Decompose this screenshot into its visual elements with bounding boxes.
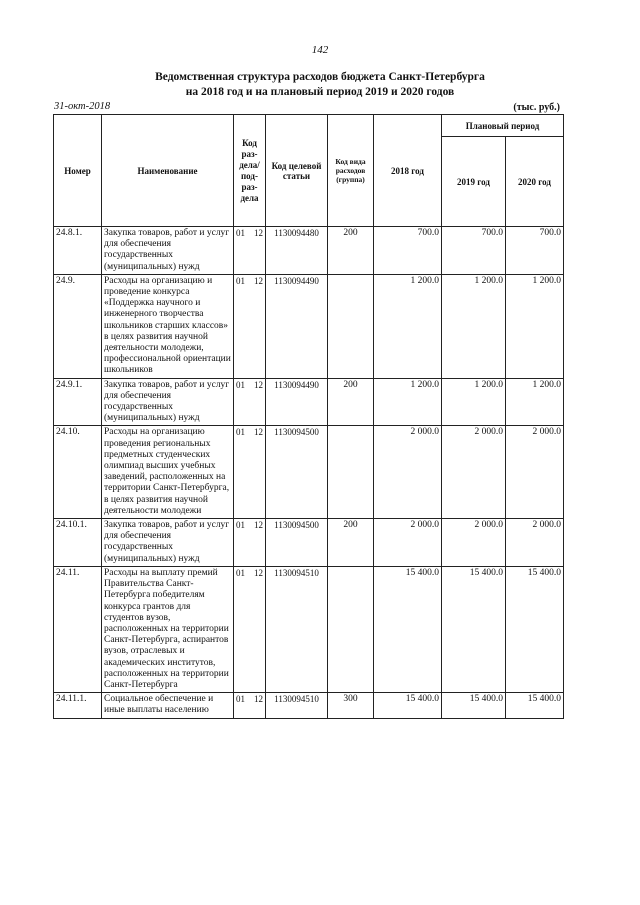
row-target-code: 1130094510 xyxy=(266,566,328,692)
row-target-code: 1130094500 xyxy=(266,426,328,519)
row-2019: 1 200.0 xyxy=(442,378,506,426)
row-2018: 2 000.0 xyxy=(374,519,442,567)
row-name: Расходы на выплату премий Правительства Санкт-Петербурга победителям конкурса грантов для студентов вузов, расположенных на территории Санкт-Петербурга, аспирантов вузов, отраслевых и академических институтов, расположенных на территории Санкт-Петербурга xyxy=(102,566,234,692)
header-planned-period: Плановый период xyxy=(442,115,564,137)
row-subsection: 12 xyxy=(254,379,263,390)
table-row xyxy=(54,566,564,692)
row-subsection: 12 xyxy=(254,228,263,238)
table-row xyxy=(54,426,564,519)
row-2020: 2 000.0 xyxy=(506,519,564,567)
table-body xyxy=(54,227,564,719)
document-title xyxy=(0,70,640,100)
row-section: 01 xyxy=(236,275,245,286)
header-2020: 2020 год xyxy=(506,137,564,227)
row-name: Закупка товаров, работ и услуг для обеспечения государственных (муниципальных) нужд xyxy=(102,227,234,275)
row-2019: 2 000.0 xyxy=(442,519,506,567)
title-line-1: Ведомственная структура расходов бюджета Санкт-Петербурга xyxy=(155,71,485,83)
row-expense-type xyxy=(328,426,374,519)
row-2018: 700.0 xyxy=(374,227,442,275)
row-section-code xyxy=(234,566,266,692)
row-target-code: 1130094490 xyxy=(266,378,328,426)
table-row xyxy=(54,519,564,567)
row-2020: 1 200.0 xyxy=(506,378,564,426)
row-expense-type: 200 xyxy=(328,519,374,567)
row-expense-type xyxy=(328,274,374,378)
row-section-code xyxy=(234,274,266,378)
header-2019: 2019 год xyxy=(442,137,506,227)
row-expense-type: 200 xyxy=(328,227,374,275)
table-row xyxy=(54,378,564,426)
row-2019: 15 400.0 xyxy=(442,693,506,718)
row-2018: 15 400.0 xyxy=(374,566,442,692)
row-2020: 15 400.0 xyxy=(506,693,564,718)
row-2020: 2 000.0 xyxy=(506,426,564,519)
table-row xyxy=(54,227,564,275)
row-2020: 15 400.0 xyxy=(506,566,564,692)
row-section: 01 xyxy=(236,427,245,438)
row-subsection: 12 xyxy=(254,275,263,286)
row-target-code: 1130094490 xyxy=(266,274,328,378)
header-section-code: Код раз-дела/ под-раз-дела xyxy=(234,115,266,227)
row-number: 24.9.1. xyxy=(54,378,102,426)
report-date: 31-окт-2018 xyxy=(54,101,111,112)
row-target-code: 1130094510 xyxy=(266,693,328,718)
row-section-code xyxy=(234,378,266,426)
header-name: Наименование xyxy=(102,115,234,227)
budget-table xyxy=(53,114,564,719)
row-2019: 2 000.0 xyxy=(442,426,506,519)
row-name: Расходы на организацию проведения региональных предметных студенческих олимпиад высших учебных заведений, расположенных на территории Санкт-Петербурга, в целях развития научной деятельности молодежи xyxy=(102,426,234,519)
row-section: 01 xyxy=(236,520,245,531)
row-2018: 15 400.0 xyxy=(374,693,442,718)
row-2018: 1 200.0 xyxy=(374,378,442,426)
row-expense-type: 300 xyxy=(328,693,374,718)
row-2020: 1 200.0 xyxy=(506,274,564,378)
row-number: 24.8.1. xyxy=(54,227,102,275)
header-expense-type-code: Код вида расходов (группа) xyxy=(328,115,374,227)
row-2019: 1 200.0 xyxy=(442,274,506,378)
row-name: Расходы на организацию и проведение конкурса «Поддержка научного и инженерного творчества школьников старших классов» в целях развития научной деятельности молодежи, профессиональной ориентации школьников xyxy=(102,274,234,378)
row-subsection: 12 xyxy=(254,567,263,578)
page-number: 142 xyxy=(311,44,329,56)
row-2019: 700.0 xyxy=(442,227,506,275)
row-subsection: 12 xyxy=(254,520,263,531)
row-section-code xyxy=(234,227,266,275)
row-2019: 15 400.0 xyxy=(442,566,506,692)
row-number: 24.11. xyxy=(54,566,102,692)
table-row xyxy=(54,274,564,378)
row-section: 01 xyxy=(236,379,245,390)
row-expense-type xyxy=(328,566,374,692)
units-label: (тыс. руб.) xyxy=(513,102,560,113)
row-target-code: 1130094500 xyxy=(266,519,328,567)
header-number: Номер xyxy=(54,115,102,227)
table-row xyxy=(54,693,564,718)
row-section-code xyxy=(234,519,266,567)
row-number: 24.10.1. xyxy=(54,519,102,567)
row-name: Социальное обеспечение и иные выплаты населению xyxy=(102,693,234,718)
row-section: 01 xyxy=(236,694,245,705)
row-section: 01 xyxy=(236,228,245,238)
header-target-code: Код целевой статьи xyxy=(266,115,328,227)
row-number: 24.9. xyxy=(54,274,102,378)
row-2018: 2 000.0 xyxy=(374,426,442,519)
row-2020: 700.0 xyxy=(506,227,564,275)
row-section-code xyxy=(234,426,266,519)
header-2018: 2018 год xyxy=(374,115,442,227)
row-subsection: 12 xyxy=(254,427,263,438)
row-expense-type: 200 xyxy=(328,378,374,426)
row-2018: 1 200.0 xyxy=(374,274,442,378)
row-subsection: 12 xyxy=(254,694,263,705)
row-number: 24.10. xyxy=(54,426,102,519)
row-name: Закупка товаров, работ и услуг для обеспечения государственных (муниципальных) нужд xyxy=(102,378,234,426)
row-target-code: 1130094480 xyxy=(266,227,328,275)
row-number: 24.11.1. xyxy=(54,693,102,718)
title-line-2: на 2018 год и на плановый период 2019 и 2020 годов xyxy=(185,86,455,98)
row-section: 01 xyxy=(236,567,245,578)
row-section-code xyxy=(234,693,266,718)
row-name: Закупка товаров, работ и услуг для обеспечения государственных (муниципальных) нужд xyxy=(102,519,234,567)
